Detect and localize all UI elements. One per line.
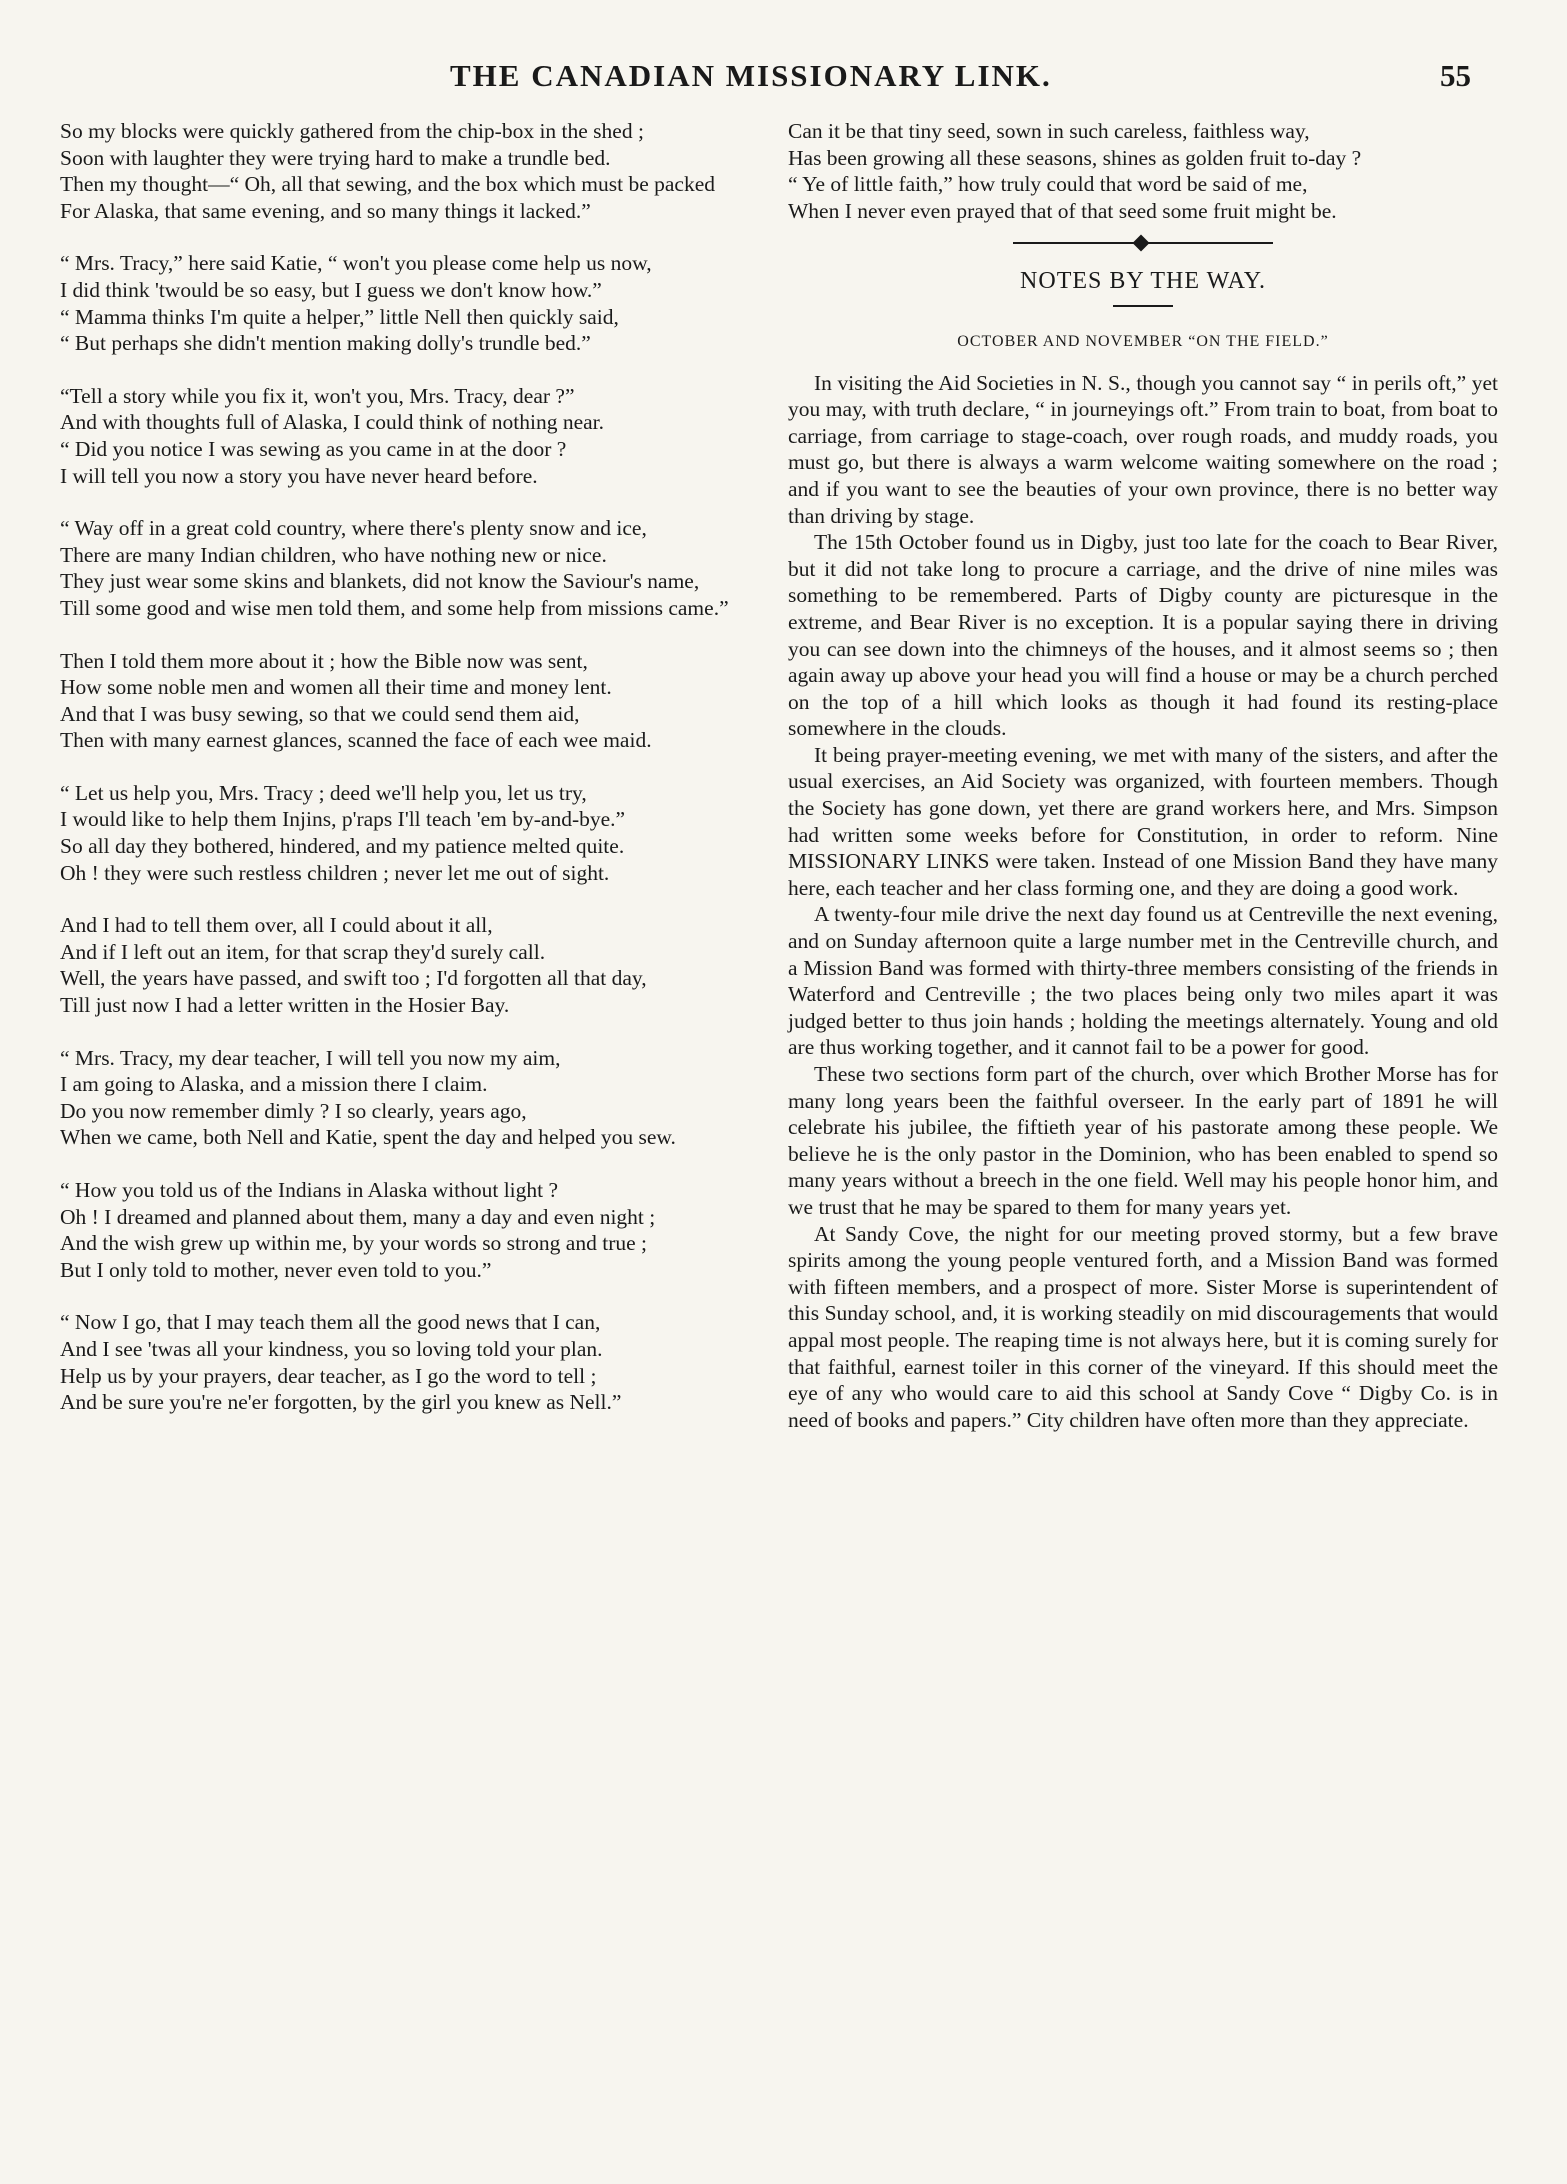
- poem-line: “ Let us help you, Mrs. Tracy ; deed we'll help you, let us try,: [60, 780, 587, 805]
- poem-line: Has been growing all these seasons, shines as golden fruit to-day ?: [788, 145, 1362, 170]
- poem-line: Help us by your prayers, dear teacher, as I go the word to tell ;: [60, 1363, 597, 1388]
- right-column: [788, 118, 1498, 1433]
- poem-line: I will tell you now a story you have never heard before.: [60, 463, 538, 488]
- poem-stanza: [60, 1177, 760, 1283]
- poem-stanza: [60, 383, 760, 489]
- poem-line: Then with many earnest glances, scanned the face of each wee maid.: [60, 728, 652, 753]
- poem-line: I am going to Alaska, and a mission there I claim.: [60, 1072, 488, 1097]
- poem-line: Till just now I had a letter written in the Hosier Bay.: [60, 993, 510, 1018]
- poem-line: “ How you told us of the Indians in Alaska without light ?: [60, 1178, 559, 1202]
- poem-line: And the wish grew up within me, by your words so strong and true ;: [60, 1231, 647, 1256]
- poem-stanza: [60, 1309, 760, 1415]
- poem-line: Can it be that tiny seed, sown in such careless, faithless way,: [788, 119, 1310, 143]
- poem-line: “ Way off in a great cold country, where there's plenty snow and ice,: [60, 516, 647, 541]
- poem-line: There are many Indian children, who have nothing new or nice.: [60, 542, 607, 567]
- poem-line: I did think 'twould be so easy, but I guess we don't know how.”: [60, 277, 602, 302]
- poem-line: “ Mrs. Tracy, my dear teacher, I will tell you now my aim,: [60, 1045, 561, 1070]
- poem-line: And if I left out an item, for that scrap they'd surely call.: [60, 939, 546, 964]
- poem-line: They just wear some skins and blankets, did not know the Saviour's name,: [60, 569, 700, 594]
- poem-stanza: [60, 515, 760, 621]
- poem-stanza: [788, 171, 1498, 224]
- poem-line: And I see 'twas all your kindness, you so loving told your plan.: [60, 1336, 603, 1361]
- poem-line: Oh ! I dreamed and planned about them, many a day and even night ;: [60, 1204, 656, 1229]
- poem-line: Do you now remember dimly ? I so clearly, years ago,: [60, 1098, 527, 1123]
- poem-line: But I only told to mother, never even told to you.”: [60, 1257, 492, 1282]
- article-paragraph: A twenty-four mile drive the next day found us at Centreville the next evening, and on Sunday afternoon quite a large number met in the Centreville church, and a Mission Band was formed with thirty-three members consisting of the friends in Waterford and Centreville ; the two places being only two miles apart it was judged better to thus join hands ; holding the meetings alternately. Young and old are thus working together, and it cannot fail to be a power for good.: [788, 902, 1498, 1060]
- poem-line: “ Now I go, that I may teach them all the good news that I can,: [60, 1310, 601, 1335]
- poem-line: When I never even prayed that of that seed some fruit might be.: [788, 198, 1337, 223]
- article-paragraph: These two sections form part of the church, over which Brother Morse has for many long years been the faithful overseer. In the early part of 1891 he will celebrate his jubilee, the fiftieth year of his pastorate among these people. We believe he is the only pastor in the Dominion, who has been enabled to spend so many years without a breech in the one field. Well may his people honor him, and we trust that he may be spared to them for many years yet.: [788, 1062, 1498, 1219]
- article-paragraph: At Sandy Cove, the night for our meeting proved stormy, but a few brave spirits among the young people ventured forth, and a Mission Band was formed with fifteen members, and a prospect of more. Sister Morse is superintendent of this Sunday school, and, it is working steadily on mid discouragements that would appal most people. The reaping time is not always here, but it is coming surely for that faithful, earnest toiler in this corner of the vineyard. If this should meet the eye of any who would care to aid this school at Sandy Cove “ Digby Co. is in need of books and papers.” City children have often more than they appreciate.: [788, 1221, 1498, 1432]
- poem-line: I would like to help them Injins, p'raps I'll teach 'em by-and-bye.”: [60, 807, 626, 832]
- publication-title: THE CANADIAN MISSIONARY LINK.: [450, 58, 1052, 93]
- poem-stanza: [60, 118, 760, 224]
- poem-line: “Tell a story while you fix it, won't you, Mrs. Tracy, dear ?”: [60, 383, 575, 408]
- page-header: [0, 58, 1567, 98]
- ornamental-divider: [1013, 242, 1273, 244]
- article-paragraph: In visiting the Aid Societies in N. S., though you cannot say “ in perils oft,” yet you may, with truth declare, “ in journeyings oft.” From train to boat, from boat to carriage, from carriage to stage-coach, over rough roads, and muddy roads, you must go, but there is always a warm welcome waiting somewhere on the road ; and if you want to see the beauties of your own province, there is no better way than driving by stage.: [788, 370, 1498, 528]
- poem-stanza: [60, 1045, 760, 1151]
- poem-line: For Alaska, that same evening, and so many things it lacked.”: [60, 198, 591, 223]
- poem-line: “ Mrs. Tracy,” here said Katie, “ won't you please come help us now,: [60, 251, 652, 276]
- section-title: NOTES BY THE WAY.: [1020, 268, 1266, 295]
- article-paragraph: It being prayer-meeting evening, we met with many of the sisters, and after the usual exercises, an Aid Society was organized, with fourteen members. Though the Society has gone down, yet there are grand workers here, and Mrs. Simpson had written some weeks before for Constitution, in order to reform. Nine MISSIONARY LINKS were taken. Instead of one Mission Band they have many here, each teacher and her class forming one, and they are doing a good work.: [788, 742, 1498, 900]
- poem-line: Soon with laughter they were trying hard to make a trundle bed.: [60, 145, 611, 170]
- section-subtitle: OCTOBER AND NOVEMBER “ON THE FIELD.”: [957, 332, 1329, 350]
- poem-line: And be sure you're ne'er forgotten, by the girl you knew as Nell.”: [60, 1390, 622, 1415]
- poem-line: Then I told them more about it ; how the Bible now was sent,: [60, 648, 588, 673]
- poem-line: Then my thought—“ Oh, all that sewing, and the box which must be packed: [60, 172, 716, 197]
- poem-line: “ Did you notice I was sewing as you came in at the door ?: [60, 436, 567, 461]
- poem-line: Well, the years have passed, and swift too ; I'd forgotten all that day,: [60, 966, 647, 991]
- poem-stanza: [60, 648, 760, 754]
- article-body: [788, 370, 1498, 1434]
- poem-line: Till some good and wise men told them, and some help from missions came.”: [60, 595, 729, 620]
- poem-line: When we came, both Nell and Katie, spent the day and helped you sew.: [60, 1125, 676, 1150]
- poem-line: And with thoughts full of Alaska, I could think of nothing near.: [60, 410, 605, 435]
- poem-line: So all day they bothered, hindered, and my patience melted quite.: [60, 834, 625, 859]
- poem-line: “ Ye of little faith,” how truly could that word be said of me,: [788, 172, 1308, 197]
- left-column: [60, 118, 760, 1442]
- poem-stanza: [60, 250, 760, 356]
- poem-line: And I had to tell them over, all I could about it all,: [60, 913, 493, 938]
- poem-line: “ But perhaps she didn't mention making dolly's trundle bed.”: [60, 331, 591, 356]
- poem-stanza: [60, 912, 760, 1018]
- poem-line: And that I was busy sewing, so that we could send them aid,: [60, 701, 580, 726]
- page-number: 55: [1440, 58, 1471, 93]
- poem-stanza: [60, 780, 760, 886]
- poem-line: “ Mamma thinks I'm quite a helper,” little Nell then quickly said,: [60, 304, 619, 329]
- title-rule: [1113, 305, 1173, 307]
- poem-line: So my blocks were quickly gathered from the chip-box in the shed ;: [60, 119, 644, 143]
- poem-stanza: [788, 118, 1498, 171]
- article-paragraph: The 15th October found us in Digby, just too late for the coach to Bear River, but it did not take long to procure a carriage, and the drive of nine miles was something to be remembered. Parts of Digby county are picturesque in the extreme, and Bear River is no exception. It is a popular saying there in driving you can see down into the chimneys of the houses, and it almost seems so ; then again away up above your head you will find a house or may be a church perched on the top of a hill which looks as though it had found its resting-place somewhere in the clouds.: [788, 530, 1498, 741]
- poem-line: Oh ! they were such restless children ; never let me out of sight.: [60, 860, 610, 885]
- poem-line: How some noble men and women all their time and money lent.: [60, 675, 612, 700]
- verse-continuation: [788, 118, 1498, 224]
